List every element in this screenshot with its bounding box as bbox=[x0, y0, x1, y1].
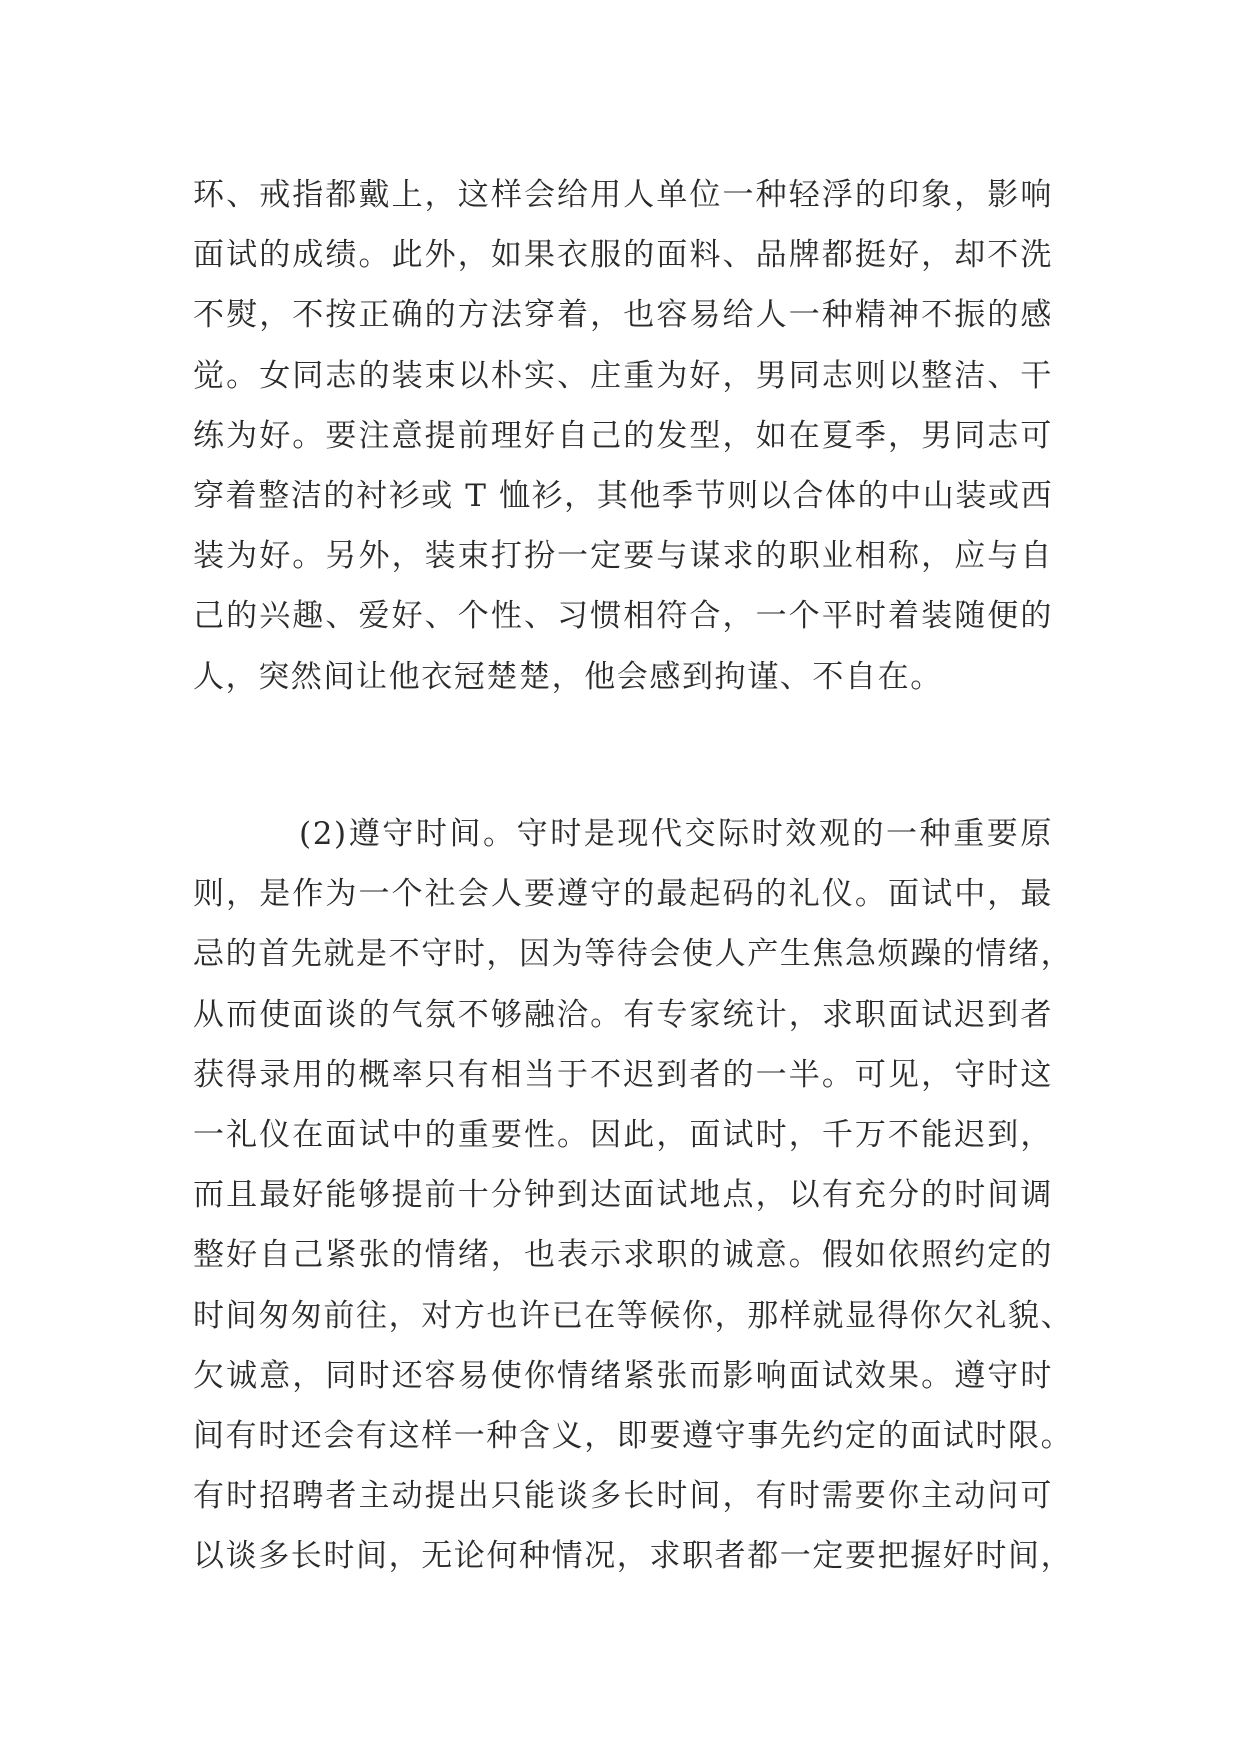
text-line: 人，突然间让他衣冠楚楚，他会感到拘谨、不自在。 bbox=[193, 658, 943, 695]
text-line: (2)遵守时间。守时是现代交际时效观的一种重要原 bbox=[299, 816, 1053, 852]
text-line: 以谈多长时间，无论何种情况，求职者都一定要把握好时间， bbox=[193, 1538, 1074, 1575]
text-line: 整好自己紧张的情绪，也表示求职的诚意。假如依照约定的 bbox=[193, 1237, 1053, 1274]
text-line: 环、戒指都戴上，这样会给用人单位一种轻浮的印象，影响 bbox=[193, 177, 1053, 213]
text-line: 从而使面谈的气氛不够融洽。有专家统计，求职面试迟到者 bbox=[193, 996, 1053, 1033]
text-line: 获得录用的概率只有相当于不迟到者的一半。可见，守时这 bbox=[193, 1056, 1053, 1093]
text-line: 不熨，不按正确的方法穿着，也容易给人一种精神不振的感 bbox=[193, 297, 1053, 334]
text-line: 而且最好能够提前十分钟到达面试地点，以有充分的时间调 bbox=[193, 1177, 1053, 1214]
text-line: 穿着整洁的衬衫或 T 恤衫，其他季节则以合体的中山装或西 bbox=[193, 477, 1054, 514]
text-line: 一礼仪在面试中的重要性。因此，面试时，千万不能迟到， bbox=[193, 1116, 1053, 1153]
text-line: 己的兴趣、爱好、个性、习惯相符合，一个平时着装随便的 bbox=[193, 598, 1053, 635]
text-line: 练为好。要注意提前理好自己的发型，如在夏季，男同志可 bbox=[193, 417, 1053, 454]
text-line: 时间匆匆前往，对方也许已在等候你，那样就显得你欠礼貌、 bbox=[193, 1297, 1074, 1334]
paragraph-attire bbox=[193, 165, 1053, 707]
text-line: 觉。女同志的装束以朴实、庄重为好，男同志则以整洁、干 bbox=[193, 357, 1053, 394]
text-line: 忌的首先就是不守时，因为等待会使人产生焦急烦躁的情绪， bbox=[193, 936, 1074, 973]
text-line: 面试的成绩。此外，如果衣服的面料、品牌都挺好，却不洗 bbox=[193, 237, 1053, 274]
text-line: 则，是作为一个社会人要遵守的最起码的礼仪。面试中，最 bbox=[193, 876, 1053, 913]
paragraph-punctuality bbox=[193, 804, 1074, 1586]
text-line: 有时招聘者主动提出只能谈多长时间，有时需要你主动问可 bbox=[193, 1478, 1053, 1515]
text-line: 装为好。另外，装束打扮一定要与谋求的职业相称，应与自 bbox=[193, 538, 1053, 575]
text-line: 欠诚意，同时还容易使你情绪紧张而影响面试效果。遵守时 bbox=[193, 1357, 1053, 1394]
text-line: 间有时还会有这样一种含义，即要遵守事先约定的面试时限。 bbox=[193, 1417, 1074, 1454]
